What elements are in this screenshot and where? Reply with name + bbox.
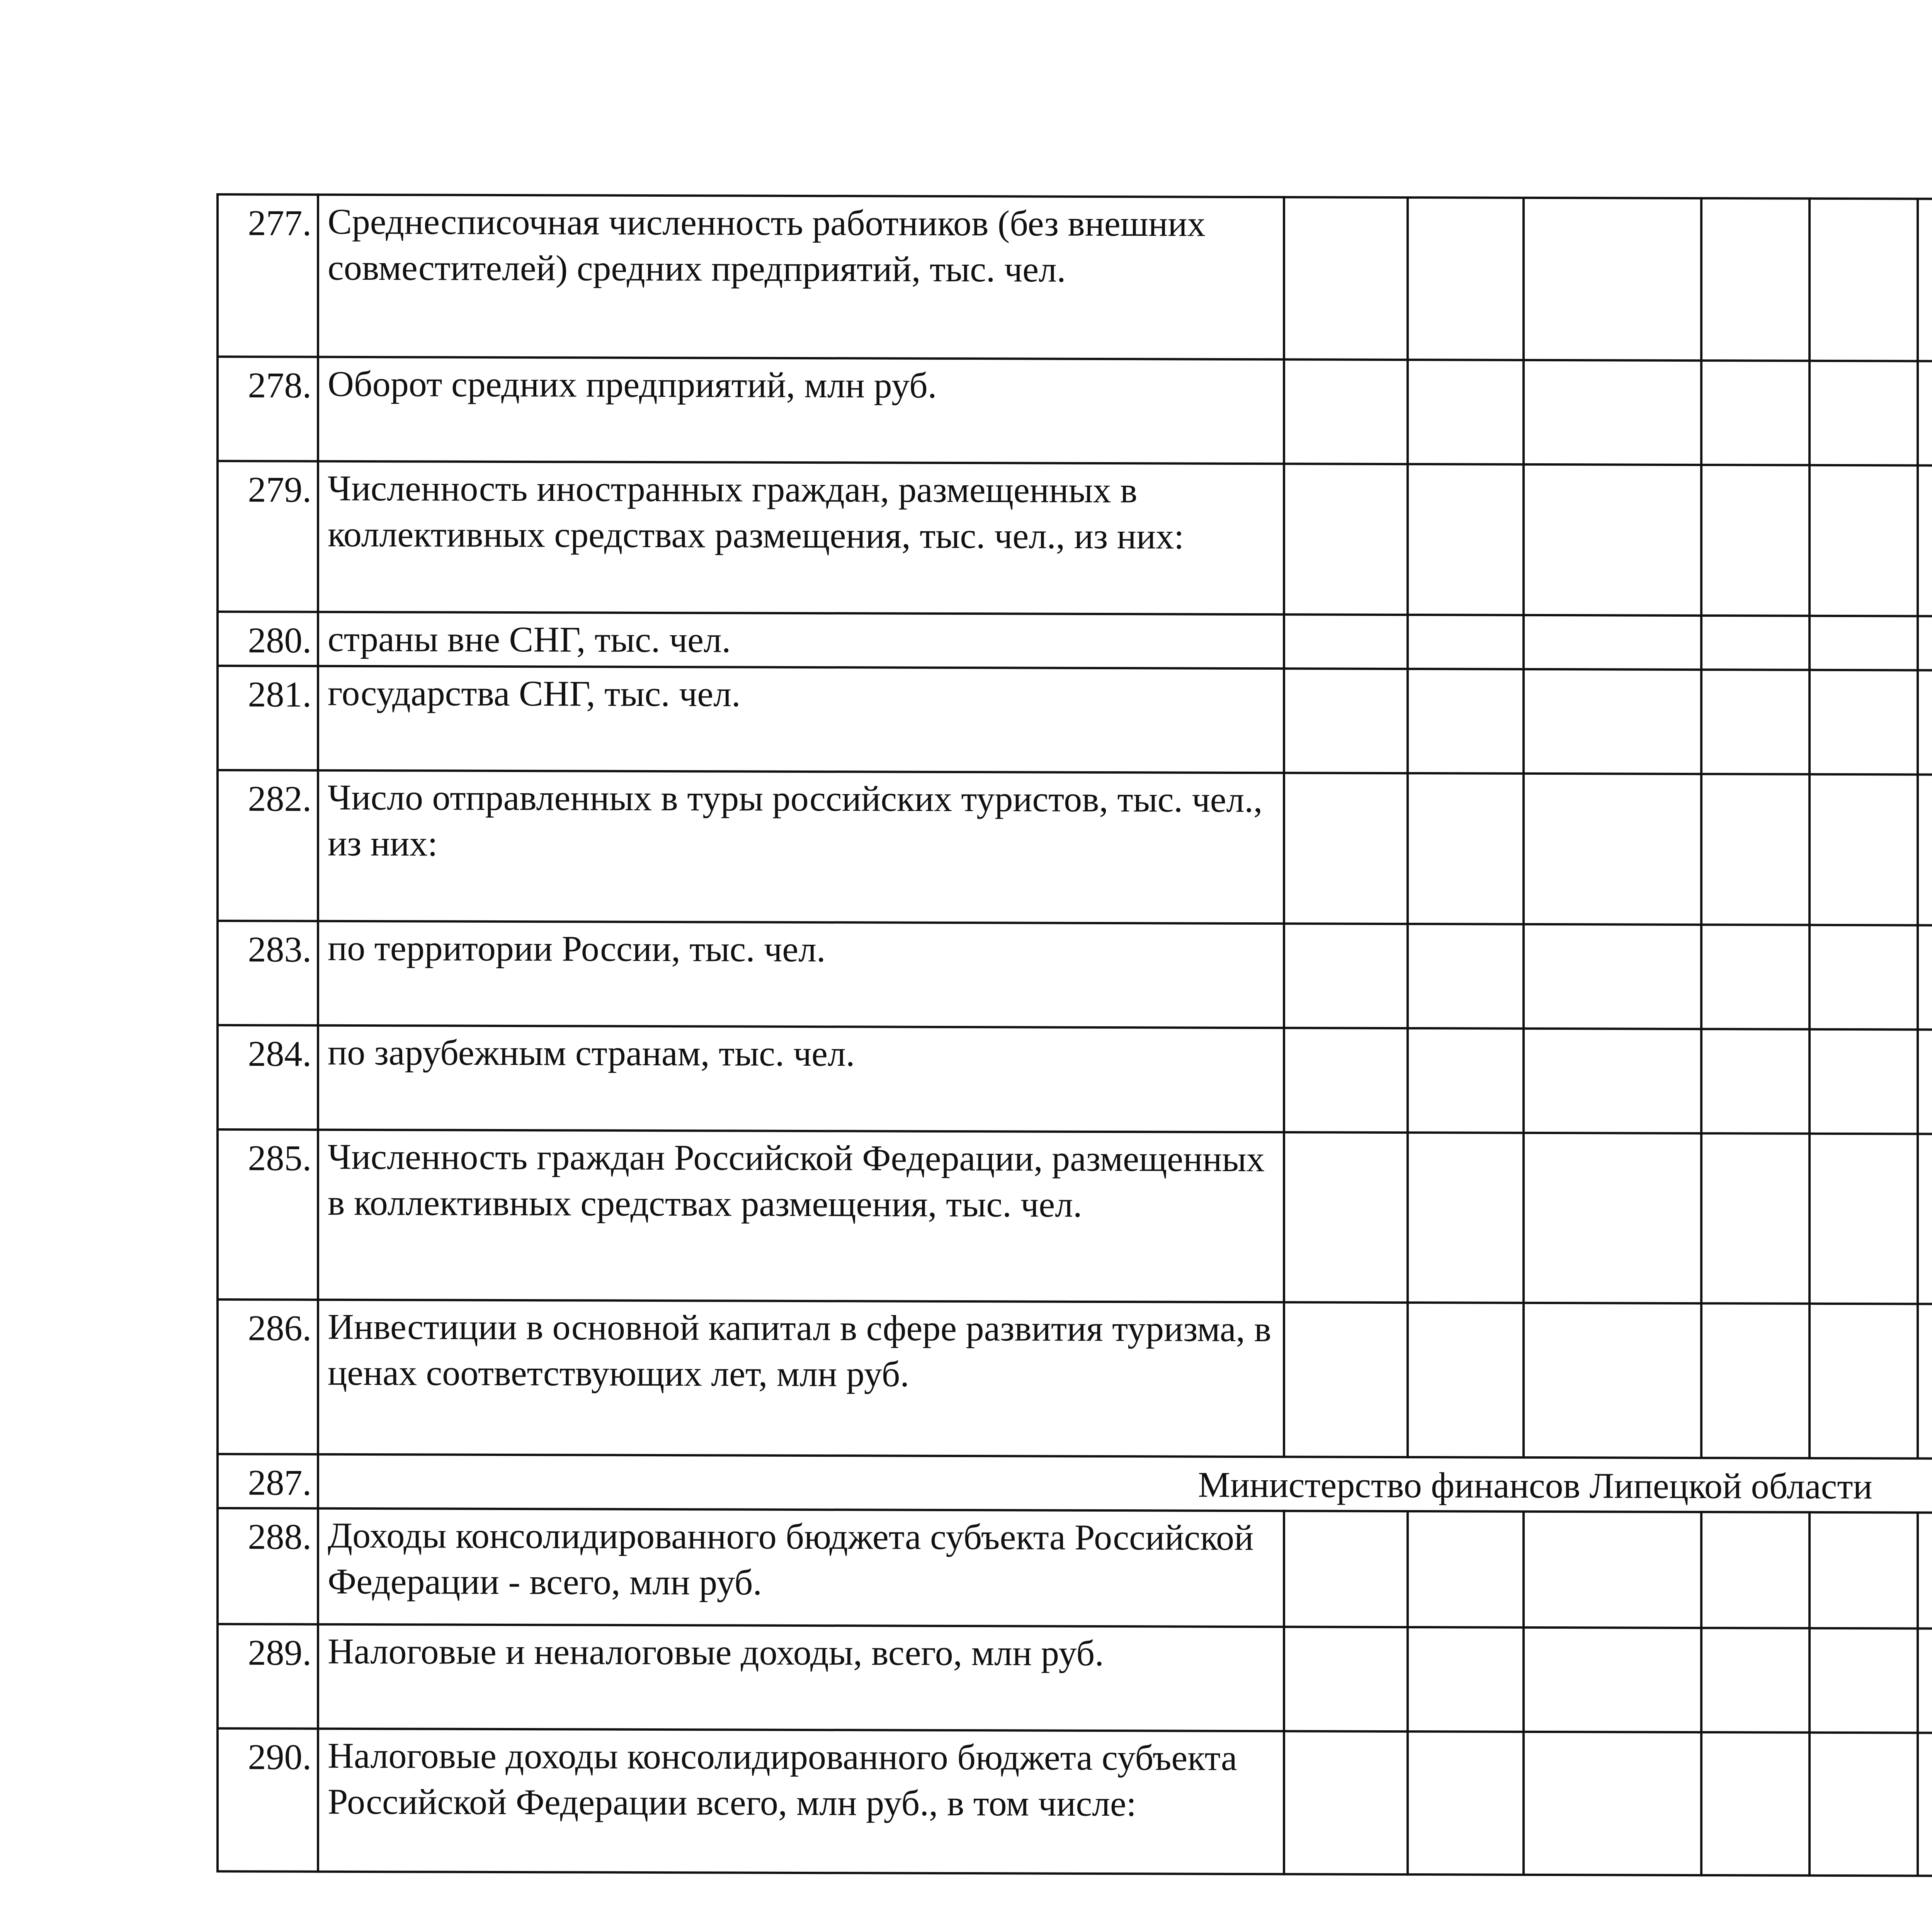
row-number: 281. — [218, 666, 318, 770]
value-cell — [1810, 774, 1918, 925]
row-number: 279. — [218, 461, 318, 612]
row-number: 282. — [218, 770, 318, 921]
indicator-label: Инвестиции в основной капитал в сфере развития туризма, в ценах соответствующих лет, млн руб. — [318, 1300, 1284, 1457]
value-cell — [1918, 1134, 1932, 1304]
value-cell — [1918, 1733, 1932, 1876]
table-row — [218, 1728, 1932, 1878]
value-cell — [1701, 1732, 1810, 1876]
indicator-label: страны вне СНГ, тыс. чел. — [318, 612, 1284, 669]
value-cell — [1701, 1303, 1810, 1458]
row-number: 286. — [218, 1299, 318, 1454]
value-cell — [1284, 197, 1408, 360]
value-cell — [1284, 923, 1408, 1028]
value-cell — [1408, 1303, 1524, 1458]
value-cell — [1810, 1134, 1918, 1304]
value-cell — [1524, 924, 1701, 1029]
value-cell — [1284, 1302, 1408, 1457]
table-row — [218, 770, 1932, 927]
value-cell — [1524, 1133, 1701, 1303]
indicator-label: Налоговые доходы консолидированного бюджета субъекта Российской Федерации всего, млн руб., в том числе: — [318, 1729, 1284, 1874]
value-cell — [1918, 361, 1932, 466]
row-number: 287. — [218, 1454, 318, 1509]
row-number: 280. — [218, 612, 318, 666]
value-cell — [1284, 1511, 1408, 1627]
value-cell — [1810, 670, 1918, 775]
value-cell — [1408, 924, 1524, 1029]
value-cell — [1701, 361, 1810, 465]
value-cell — [1918, 1513, 1932, 1629]
table-row — [218, 921, 1932, 1032]
value-cell — [1408, 197, 1524, 360]
value-cell — [1918, 616, 1932, 671]
row-number: 277. — [218, 194, 318, 357]
value-cell — [1284, 464, 1408, 615]
indicator-label: Среднесписочная численность работников (без внешних совместителей) средних предприятий, тыс. чел. — [318, 195, 1284, 360]
value-cell — [1524, 1303, 1701, 1458]
value-cell — [1810, 199, 1918, 361]
indicator-label: Оборот средних предприятий, млн руб. — [318, 357, 1284, 464]
value-cell — [1524, 669, 1701, 774]
value-cell — [1701, 925, 1810, 1029]
indicator-label: по зарубежным странам, тыс. чел. — [318, 1026, 1284, 1133]
value-cell — [1810, 1628, 1918, 1733]
indicator-label: Число отправленных в туры российских туристов, тыс. чел., из них: — [318, 770, 1284, 924]
value-cell — [1524, 615, 1701, 670]
value-cell — [1701, 670, 1810, 774]
value-cell — [1810, 1029, 1918, 1134]
row-number: 283. — [218, 921, 318, 1026]
indicator-label: Численность граждан Российской Федерации, размещенных в коллективных средствах размещения, тыс. чел. — [318, 1130, 1284, 1303]
value-cell — [1810, 465, 1918, 616]
value-cell — [1408, 1028, 1524, 1133]
table-row — [218, 1025, 1932, 1136]
indicators-table — [216, 193, 1932, 1879]
value-cell — [1810, 1512, 1918, 1629]
table-row — [218, 357, 1932, 468]
row-number: 284. — [218, 1025, 318, 1130]
value-cell — [1810, 361, 1918, 466]
row-number: 285. — [218, 1129, 318, 1300]
value-cell — [1524, 1732, 1701, 1875]
row-number: 289. — [218, 1624, 318, 1729]
value-cell — [1918, 199, 1932, 362]
value-cell — [1524, 360, 1701, 465]
value-cell — [1284, 1028, 1408, 1133]
value-cell — [1918, 670, 1932, 775]
value-cell — [1701, 198, 1810, 361]
table-row — [218, 666, 1932, 777]
section-heading: Министерство финансов Липецкой области — [318, 1454, 1932, 1515]
value-cell — [1810, 1733, 1918, 1876]
value-cell — [1918, 1629, 1932, 1733]
row-number: 278. — [218, 357, 318, 461]
table-row — [218, 1299, 1932, 1461]
value-cell — [1408, 1627, 1524, 1732]
value-cell — [1408, 1133, 1524, 1303]
table-row — [218, 1624, 1932, 1735]
value-cell — [1284, 773, 1408, 924]
indicator-label: Численность иностранных граждан, размещенных в коллективных средствах размещения, тыс. чел., из них: — [318, 461, 1284, 615]
value-cell — [1408, 669, 1524, 774]
value-cell — [1701, 1133, 1810, 1304]
indicator-label: Налоговые и неналоговые доходы, всего, млн руб. — [318, 1624, 1284, 1731]
value-cell — [1524, 464, 1701, 616]
value-cell — [1408, 1731, 1524, 1875]
value-cell — [1701, 1029, 1810, 1134]
value-cell — [1284, 668, 1408, 773]
value-cell — [1524, 198, 1701, 361]
value-cell — [1810, 616, 1918, 670]
value-cell — [1701, 774, 1810, 925]
value-cell — [1701, 616, 1810, 670]
value-cell — [1524, 1029, 1701, 1133]
table-row — [218, 612, 1932, 672]
value-cell — [1918, 1030, 1932, 1134]
indicator-label: государства СНГ, тыс. чел. — [318, 666, 1284, 773]
value-cell — [1810, 925, 1918, 1030]
value-cell — [1701, 1512, 1810, 1628]
value-cell — [1918, 925, 1932, 1030]
value-cell — [1918, 466, 1932, 617]
value-cell — [1524, 1512, 1701, 1628]
value-cell — [1408, 464, 1524, 615]
row-number: 290. — [218, 1728, 318, 1872]
table-row — [218, 1129, 1932, 1306]
value-cell — [1524, 1628, 1701, 1732]
table-row — [218, 194, 1932, 363]
row-number: 288. — [218, 1508, 318, 1624]
value-cell — [1524, 774, 1701, 925]
value-cell — [1408, 360, 1524, 464]
table-row — [218, 461, 1932, 618]
value-cell — [1701, 1628, 1810, 1733]
value-cell — [1408, 773, 1524, 924]
value-cell — [1284, 1627, 1408, 1731]
value-cell — [1284, 359, 1408, 464]
table-row — [218, 1508, 1932, 1631]
value-cell — [1918, 775, 1932, 926]
indicator-label: по территории России, тыс. чел. — [318, 921, 1284, 1028]
indicator-label: Доходы консолидированного бюджета субъекта Российской Федерации - всего, млн руб. — [318, 1509, 1284, 1627]
value-cell — [1284, 1731, 1408, 1874]
value-cell — [1918, 1304, 1932, 1459]
table-row — [218, 1454, 1932, 1515]
value-cell — [1408, 1511, 1524, 1628]
value-cell — [1408, 615, 1524, 669]
value-cell — [1284, 1132, 1408, 1303]
value-cell — [1810, 1304, 1918, 1459]
value-cell — [1284, 614, 1408, 669]
value-cell — [1701, 465, 1810, 616]
